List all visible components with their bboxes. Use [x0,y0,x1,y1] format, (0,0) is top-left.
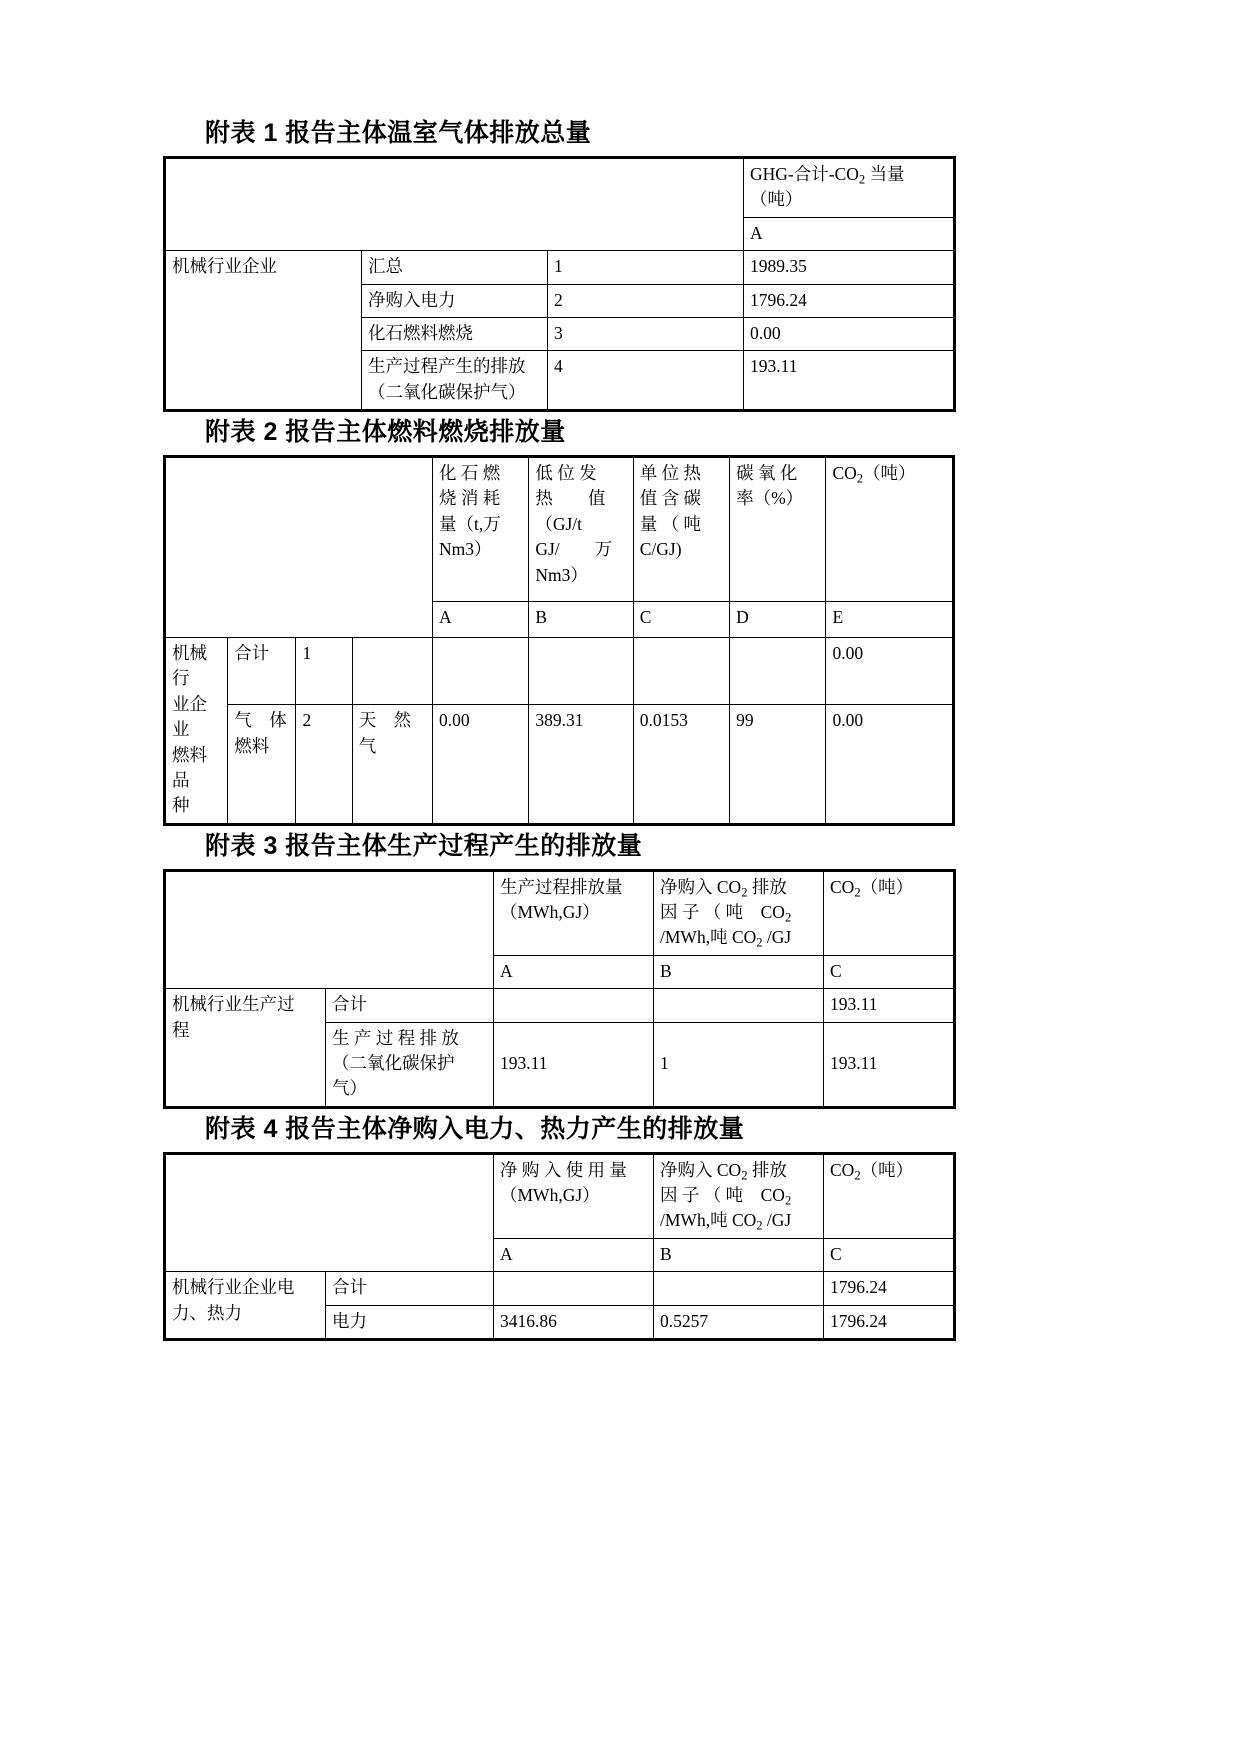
group-line: 机械行 [172,643,207,689]
group-line: 机械行业企业电 [172,1277,295,1298]
co2-sub: 2 [856,471,864,486]
header-carbon-content [633,458,729,602]
header-lower-heating-value [529,458,633,602]
column-letter-b: B [654,955,824,988]
header-fuel-consumption [432,458,528,602]
cell-b [529,638,633,705]
hdr-line: GJ/ 万 [535,539,613,560]
fuel-line-1: 天 然 [358,710,412,731]
row-name: 化石燃料燃烧 [362,317,548,350]
header-ghg-label [744,159,954,218]
cell-a [494,989,654,1022]
row-name [228,705,296,823]
hdr-line: 碳 氧 化 [736,463,798,483]
table-row-header [166,159,954,218]
cell-c: 1796.24 [824,1305,954,1338]
row-name-line-3: 气） [332,1078,367,1099]
cell-a: 3416.86 [494,1305,654,1338]
co2-tail: （吨） [860,876,914,897]
hdr-line: 生产过程排放量 [500,876,623,897]
fuel-line-2: 气 [358,735,377,756]
hdr-line-1c: 排放 [747,876,787,897]
header-co2-tonnes [824,871,954,955]
co2-sub: 2 [854,885,861,900]
hdr-line-1a: 净购入 CO [660,1159,742,1180]
row-value: 1796.24 [744,284,954,317]
header-process-emission [494,871,654,955]
cell-a [432,638,528,705]
header-emission-factor [654,1154,824,1238]
cell-b: 0.5257 [654,1305,824,1338]
group-line: 机械行业生产过 [172,994,295,1015]
row-name: 合计 [326,989,494,1022]
row-fuel [352,705,432,823]
table-2-title: 附表 2 报告主体燃料燃烧排放量 [205,418,566,446]
row-value: 193.11 [744,351,954,410]
row-number: 1 [548,251,744,284]
table-row-header [166,1154,954,1238]
cell-e: 0.00 [826,638,953,705]
row-group-label [166,1272,326,1339]
table-1-title: 附表 1 报告主体温室气体排放总量 [205,119,592,147]
hdr-line: 化 石 燃 [438,463,501,483]
row-group-label: 机械行业企业 [166,251,362,410]
column-letter-c: C [633,602,729,638]
hdr-line: 烧 消 耗 [438,488,501,509]
cell-a: 193.11 [494,1022,654,1106]
row-name: 汇总 [362,251,548,284]
hdr-line-1a: 净购入 CO [660,876,742,897]
row-number: 4 [548,351,744,410]
hdr-sub: 2 [756,935,763,950]
row-name: 电力 [326,1305,494,1338]
table-row-header [166,458,953,602]
table-4-frame [163,1152,956,1341]
hdr-line: （MWh,GJ） [500,1185,600,1205]
cell-d [730,638,826,705]
hdr-line: 量 （ 吨 [639,513,701,534]
row-name: 合计 [228,638,296,705]
hdr-sub: 2 [741,885,748,900]
row-fuel [352,638,432,705]
hdr-line-3c: /GJ [762,1210,792,1231]
cell-e: 0.00 [826,705,953,823]
hdr-line: Nm3） [535,564,588,585]
row-number: 3 [548,317,744,350]
ghg-label-unit: （吨） [750,189,803,210]
row-name-line-2: （二氧化碳保护 [332,1052,455,1073]
hdr-line: 低 位 发 [535,463,597,483]
table-3-title: 附表 3 报告主体生产过程产生的排放量 [205,831,643,860]
hdr-line: 热 值 [535,488,606,509]
table-3 [165,871,954,1107]
hdr-line: （GJ/t [535,513,583,534]
co2-main: CO [830,1159,855,1180]
hdr-line-3a: /MWh,吨 CO [660,927,757,948]
cell-c: 193.11 [824,1022,954,1106]
header-co2-tonnes [826,458,953,602]
row-name: 合计 [326,1272,494,1305]
table-row [166,638,953,705]
hdr-sub: 2 [784,1193,792,1208]
column-letter-a: A [494,1238,654,1271]
table-2 [165,457,953,824]
co2-sub: 2 [854,1168,861,1183]
group-line: 燃料品 [172,744,207,790]
document-content [163,118,955,1346]
row-number: 2 [548,284,744,317]
group-line: 种 [172,795,190,816]
row-group-label [166,989,326,1107]
hdr-sub: 2 [784,910,792,925]
row-name-line-1: 生 产 过 程 排 放 [332,1027,459,1048]
row-value: 1989.35 [744,251,954,284]
ghg-label-main: GHG-合计-CO [750,164,859,184]
row-name-line-2: （二氧化碳保护气） [368,381,526,402]
row-number: 2 [296,705,352,823]
row-name-line-1: 生产过程产生的排放 [368,356,526,377]
group-line: 程 [172,1019,190,1040]
cell-c: 1796.24 [824,1272,954,1305]
table-2-frame [163,455,955,826]
header-emission-factor [654,871,824,955]
table-row [166,705,953,823]
hdr-line: 量（t,万 [438,513,501,534]
hdr-line-2a: 因 子 （ 吨 CO [660,902,785,922]
table-row [166,989,954,1022]
column-letter-c: C [824,1238,954,1271]
cell-d: 99 [730,705,826,823]
hdr-line: C/GJ) [639,539,682,560]
table-4-title: 附表 4 报告主体净购入电力、热力产生的排放量 [205,1114,745,1143]
cell-a [494,1272,654,1305]
hdr-sub: 2 [756,1218,763,1233]
column-letter-a: A [494,955,654,988]
co2-main: CO [832,463,857,483]
header-net-purchased-usage [494,1154,654,1238]
hdr-line: 单 位 热 [639,463,701,483]
column-letter-d: D [730,602,826,638]
cell-b: 1 [654,1022,824,1106]
hdr-line-3c: /GJ [762,927,792,948]
hdr-line-1c: 排放 [747,1159,787,1180]
column-letter-b: B [529,602,633,638]
row-name [362,351,548,410]
table-4 [165,1154,954,1339]
row-name [326,1022,494,1106]
ghg-label-tail: 当量 [865,164,905,184]
header-oxidation-rate [730,458,826,602]
table-3-frame [163,869,956,1109]
column-letter-a: A [744,217,954,250]
row-value: 0.00 [744,317,954,350]
column-letter-a: A [432,602,528,638]
table-row [166,251,954,284]
table-row [166,1272,954,1305]
row-group-label [166,638,228,824]
row-number: 1 [296,638,352,705]
header-blank-cell [166,159,744,251]
hdr-line: 净 购 入 使 用 量 [500,1159,627,1180]
hdr-sub: 2 [741,1168,748,1183]
hdr-line: 值 含 碳 [639,488,701,509]
column-letter-b: B [654,1238,824,1271]
header-blank-cell [166,1154,494,1272]
group-line: 力、热力 [172,1302,242,1323]
table-1-frame [163,156,956,412]
hdr-line-2a: 因 子 （ 吨 CO [660,1185,785,1205]
hdr-line: 率（%） [736,488,804,509]
header-co2-tonnes [824,1154,954,1238]
table-row-header [166,871,954,955]
co2-tail: （吨） [863,463,916,483]
hdr-line: （MWh,GJ） [500,902,600,922]
cell-b [654,1272,824,1305]
row-name-line-1: 气 体 [234,710,287,731]
cell-b [654,989,824,1022]
cell-c [633,638,729,705]
hdr-line-3a: /MWh,吨 CO [660,1210,757,1231]
cell-a: 0.00 [432,705,528,823]
group-line: 业企业 [172,693,207,740]
row-name-line-2: 燃料 [234,735,270,756]
ghg-label-sub: 2 [858,172,866,187]
header-blank-cell [166,871,494,989]
row-name: 净购入电力 [362,284,548,317]
table-1 [165,158,954,410]
co2-tail: （吨） [860,1159,914,1180]
cell-c: 0.0153 [633,705,729,823]
column-letter-c: C [824,955,954,988]
column-letter-e: E [826,602,953,638]
cell-c: 193.11 [824,989,954,1022]
hdr-line: Nm3） [438,539,492,560]
cell-b: 389.31 [529,705,633,823]
co2-main: CO [830,876,855,897]
header-blank-cell [166,458,433,638]
